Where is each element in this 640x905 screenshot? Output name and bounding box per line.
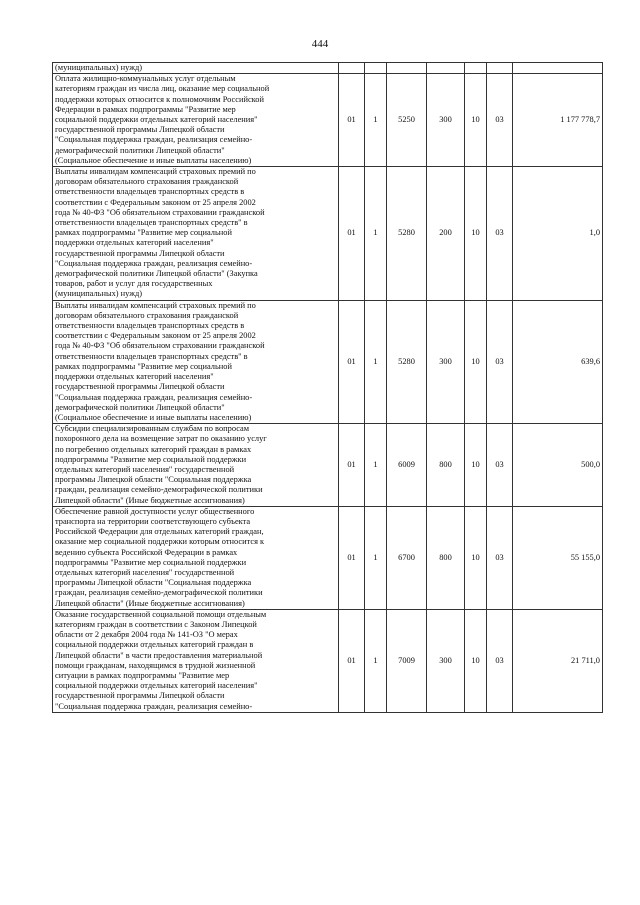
section-code: 10 [465,609,487,712]
expense-type-code: 800 [427,424,465,507]
expense-type-code [427,63,465,74]
program-code: 01 [339,74,365,167]
table-row [53,424,603,507]
budget-table [52,62,603,713]
program-code [339,63,365,74]
table-row [53,300,603,423]
section-code: 10 [465,506,487,609]
program-code: 01 [339,300,365,423]
page-number: 444 [311,38,329,50]
expense-type-code: 300 [427,300,465,423]
program-code: 01 [339,424,365,507]
amount: 1,0 [513,167,603,301]
program-code: 01 [339,167,365,301]
section-code: 10 [465,74,487,167]
row-description: (муниципальных) нужд) [53,63,339,74]
subprogram-code: 1 [365,424,387,507]
row-description: Обеспечение равной доступности услуг общественного транспорта на территории соответствующего субъекта Российской Федерации для отдельных категорий граждан, оказание мер социальной поддержки которым относится к ведению субъекта Российской Федерации в рамках подпрограммы "Развитие мер социальной поддержки отдельных категорий населения" государственной программы Липецкой области "Социальная поддержка граждан, реализация семейно-демографической политики Липецкой области" (Иные бюджетные ассигнования) [53,506,339,609]
target-code: 7009 [387,609,427,712]
subprogram-code: 1 [365,609,387,712]
table-row [53,74,603,167]
subprogram-code: 1 [365,74,387,167]
row-description: Выплаты инвалидам компенсаций страховых премий по договорам обязательного страхования гражданской ответственности владельцев транспортных средств в соответствии с Федеральным законом от 25 апреля 2002 года № 40-ФЗ "Об обязательном страховании гражданской ответственности владельцев транспортных средств" в рамках подпрограммы "Развитие мер социальной поддержки отдельных категорий населения" государственной программы Липецкой области "Социальная поддержка граждан, реализация семейно- демографической политики Липецкой области" (Закупка товаров, работ и услуг для государственных (муниципальных) нужд) [53,167,339,301]
target-code: 5280 [387,167,427,301]
subsection-code: 03 [487,74,513,167]
subprogram-code: 1 [365,300,387,423]
program-code: 01 [339,609,365,712]
subprogram-code: 1 [365,506,387,609]
amount: 55 155,0 [513,506,603,609]
subsection-code: 03 [487,167,513,301]
target-code: 5250 [387,74,427,167]
table-row [53,609,603,712]
table-row [53,63,603,74]
subsection-code: 03 [487,424,513,507]
subprogram-code [365,63,387,74]
row-description: Оплата жилищно-коммунальных услуг отдельным категориям граждан из числа лиц, оказание мер социальной поддержки которых относится к полномочиям Российской Федерации в рамках подпрограммы "Развитие мер социальной поддержки отдельных категорий населения" государственной программы Липецкой области "Социальная поддержка граждан, реализация семейно- демографической политики Липецкой области" (Социальное обеспечение и иные выплаты населению) [53,74,339,167]
target-code: 6009 [387,424,427,507]
amount [513,63,603,74]
row-description: Оказание государственной социальной помощи отдельным категориям граждан в соответствии с Законом Липецкой области от 2 декабря 2004 года № 141-ОЗ "О мерах социальной поддержки отдельных категорий граждан в Липецкой области" в части предоставления материальной помощи гражданам, находящимся в трудной жизненной ситуации в рамках подпрограммы "Развитие мер социальной поддержки отдельных категорий населения" государственной программы Липецкой области "Социальная поддержка граждан, реализация семейно- [53,609,339,712]
expense-type-code: 300 [427,609,465,712]
target-code: 5280 [387,300,427,423]
expense-type-code: 300 [427,74,465,167]
section-code [465,63,487,74]
subprogram-code: 1 [365,167,387,301]
row-description: Выплаты инвалидам компенсаций страховых премий по договорам обязательного страхования гражданской ответственности владельцев транспортных средств в соответствии с Федеральным законом от 25 апреля 2002 года № 40-ФЗ "Об обязательном страховании гражданской ответственности владельцев транспортных средств" в рамках подпрограммы "Развитие мер социальной поддержки отдельных категорий населения" государственной программы Липецкой области "Социальная поддержка граждан, реализация семейно- демографической политики Липецкой области" (Социальное обеспечение и иные выплаты населению) [53,300,339,423]
row-description: Субсидии специализированным службам по вопросам похоронного дела на возмещение затрат по оказанию услуг по погребению отдельных категорий граждан в рамках подпрограммы "Развитие мер социальной поддержки отдельных категорий населения" государственной программы Липецкой области "Социальная поддержка граждан, реализация семейно-демографической политики Липецкой области" (Иные бюджетные ассигнования) [53,424,339,507]
section-code: 10 [465,300,487,423]
amount: 639,6 [513,300,603,423]
amount: 21 711,0 [513,609,603,712]
section-code: 10 [465,167,487,301]
program-code: 01 [339,506,365,609]
target-code: 6700 [387,506,427,609]
target-code [387,63,427,74]
amount: 500,0 [513,424,603,507]
table-row [53,167,603,301]
expense-type-code: 800 [427,506,465,609]
subsection-code: 03 [487,506,513,609]
subsection-code: 03 [487,300,513,423]
section-code: 10 [465,424,487,507]
table-row [53,506,603,609]
expense-type-code: 200 [427,167,465,301]
subsection-code: 03 [487,609,513,712]
subsection-code [487,63,513,74]
amount: 1 177 778,7 [513,74,603,167]
